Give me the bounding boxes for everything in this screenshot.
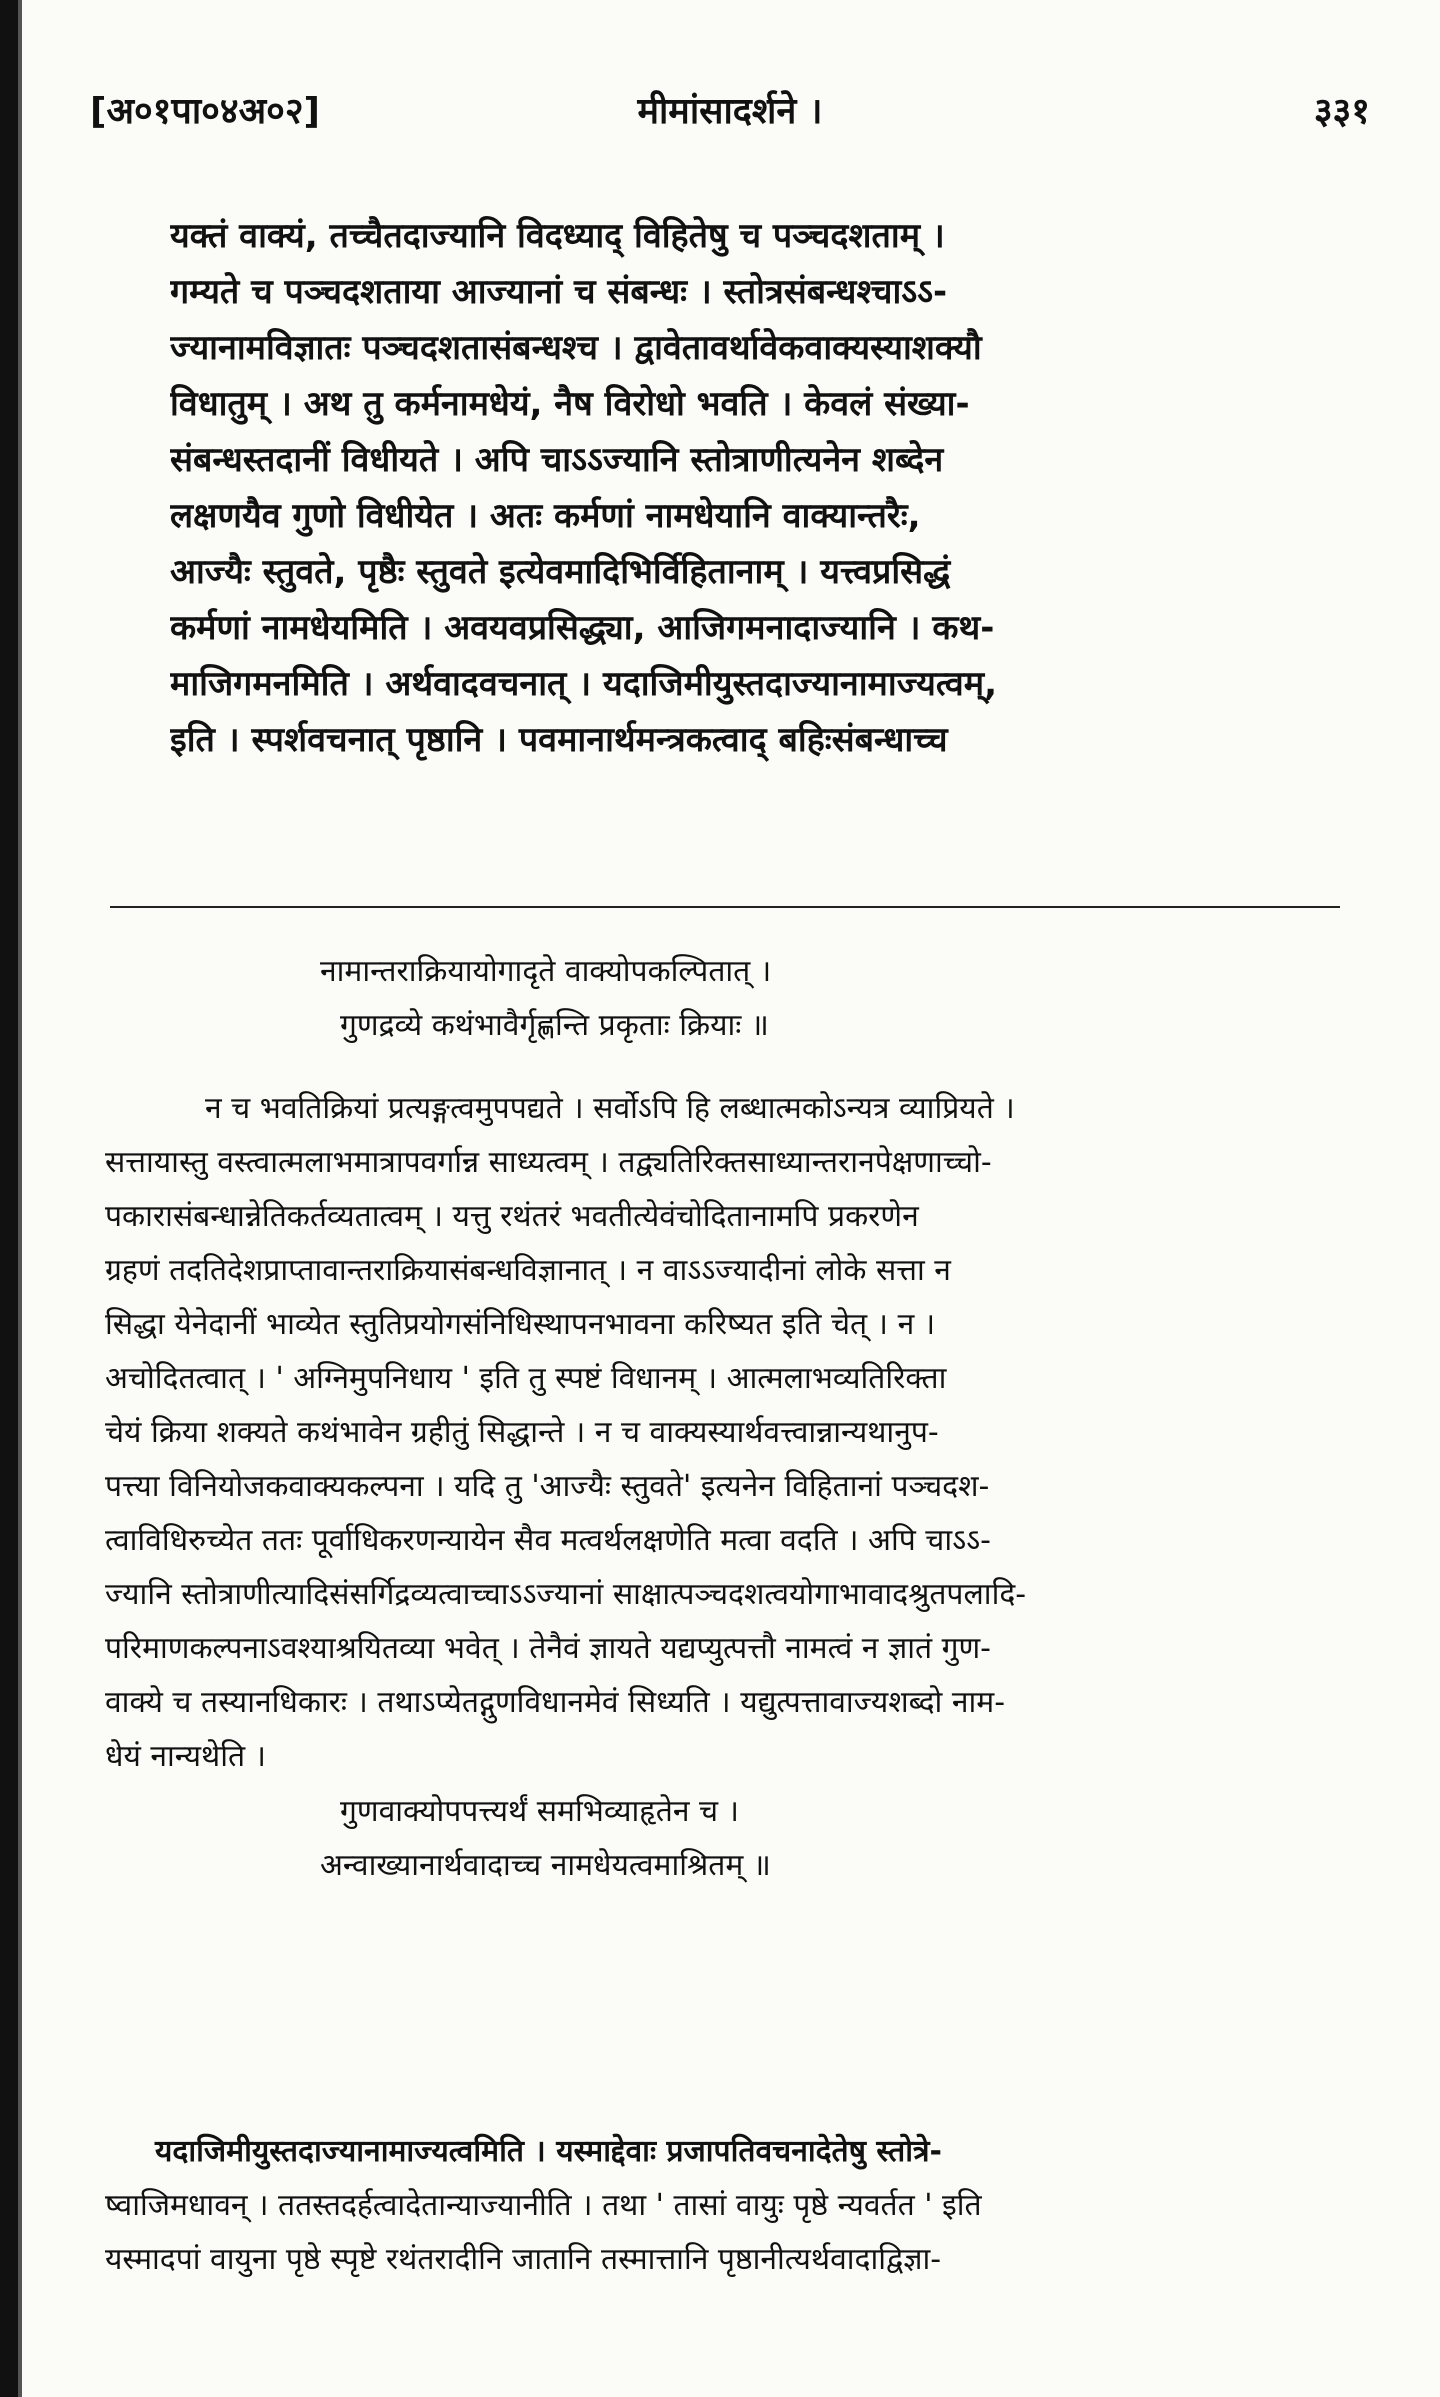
main-text-line: गम्यते च पञ्चदशताया आज्यानां च संबन्धः । स्तोत्रसंबन्धश्चाऽऽ-	[170, 272, 948, 312]
main-text	[170, 208, 1320, 768]
main-text-line: कर्मणां नामधेयमिति । अवयवप्रसिद्ध्या, आजिगमनादाज्यानि । कथ-	[170, 608, 995, 648]
page-title: मीमांसादर्शने ।	[637, 91, 823, 132]
main-text-line: विधातुम् । अथ तु कर्मनामधेयं, नैष विरोधो भवति । केवलं संख्या-	[170, 384, 970, 424]
section-reference: [अ०१पा०४अ०२]	[90, 91, 321, 132]
commentary-line: चेयं क्रिया शक्यते कथंभावेन ग्रहीतुं सिद्धान्ते । न च वाक्यस्यार्थवत्त्वान्नान्यथानुप-	[105, 1415, 939, 1450]
verse-line: गुणवाक्योपपत्त्यर्थं समभिव्याहृतेन च ।	[340, 1794, 740, 1829]
commentary-text	[105, 1082, 1375, 1784]
main-text-line: लक्षणयैव गुणो विधीयेत । अतः कर्मणां नामधेयानि वाक्यान्तरैः,	[170, 496, 921, 536]
commentary-line: त्वाविधिरुच्येत ततः पूर्वाधिकरणन्यायेन सैव मत्वर्थलक्षणेति मत्वा वदति । अपि चाऽऽ-	[105, 1523, 991, 1558]
verse-2	[320, 1785, 1220, 1893]
main-text-line: संबन्धस्तदानीं विधीयते । अपि चाऽऽज्यानि स्तोत्राणीत्यनेन शब्देन	[170, 440, 944, 480]
final-text-line: यदाजिमीयुस्तदाज्यानामाज्यत्वमिति । यस्माद्देवाः प्रजापतिवचनादेतेषु स्तोत्रे-	[155, 2134, 942, 2169]
commentary-line: धेयं नान्यथेति ।	[105, 1739, 267, 1774]
main-text-line: यक्तं वाक्यं, तच्चैतदाज्यानि विदध्याद् विहितेषु च पञ्चदशताम् ।	[170, 216, 945, 256]
commentary-line: पकारासंबन्धान्नेतिकर्तव्यतात्वम् । यत्तु रथंतरं भवतीत्येवंचोदितानामपि प्रकरणेन	[105, 1199, 919, 1234]
commentary-line: न च भवतिक्रियां प्रत्यङ्गत्वमुपपद्यते । सर्वोऽपि हि लब्धात्मकोऽन्यत्र व्याप्रियते ।	[205, 1091, 1015, 1126]
section-divider	[110, 906, 1340, 908]
final-text-line: ष्वाजिमधावन् । ततस्तदर्हत्वादेतान्याज्यानीति । तथा ' तासां वायुः पृष्ठे न्यवर्तत ' इति	[105, 2188, 982, 2223]
main-text-line: माजिगमनमिति । अर्थवादवचनात् । यदाजिमीयुस्तदाज्यानामाज्यत्वम्,	[170, 664, 998, 704]
main-text-line: इति । स्पर्शवचनात् पृष्ठानि । पवमानार्थमन्त्रकत्वाद् बहिःसंबन्धाच्च	[170, 720, 948, 760]
commentary-line: अचोदितत्वात् । ' अग्निमुपनिधाय ' इति तु स्पष्टं विधानम् । आत्मलाभव्यतिरिक्ता	[105, 1361, 947, 1396]
page-number: ३३१	[1313, 91, 1370, 132]
commentary-line: ग्रहणं तदतिदेशप्राप्तावान्तराक्रियासंबन्धविज्ञानात् । न वाऽऽज्यादीनां लोके सत्ता न	[105, 1253, 951, 1288]
page-header	[90, 85, 1370, 145]
final-text-line: यस्मादपां वायुना पृष्ठे स्पृष्टे रथंतरादीनि जातानि तस्मात्तानि पृष्ठानीत्यर्थवादाद्विज्ञा-	[105, 2242, 942, 2277]
main-text-line: ज्यानामविज्ञातः पञ्चदशतासंबन्धश्च । द्वावेतावर्थावेकवाक्यस्याशक्यौ	[170, 328, 982, 368]
book-spine-edge	[18, 0, 22, 2397]
verse-line: नामान्तराक्रियायोगादृते वाक्योपकल्पितात् ।	[320, 954, 772, 989]
commentary-line: पत्त्या विनियोजकवाक्यकल्पना । यदि तु 'आज्यैः स्तुवते' इत्यनेन विहितानां पञ्चदश-	[105, 1469, 990, 1504]
final-text	[105, 2125, 1375, 2287]
commentary-line: सत्तायास्तु वस्त्वात्मलाभमात्रापवर्गान्न साध्यत्वम् । तद्व्यतिरिक्तसाध्यान्तरानपेक्षणाच्चो-	[105, 1145, 992, 1180]
commentary-line: वाक्ये च तस्यानधिकारः । तथाऽप्येतद्गुणविधानमेवं सिध्यति । यद्युत्पत्तावाज्यशब्दो नाम-	[105, 1685, 1006, 1720]
book-spine-shadow	[0, 0, 18, 2397]
verse-1	[320, 945, 1220, 1053]
verse-line: अन्वाख्यानार्थवादाच्च नामधेयत्वमाश्रितम् ॥	[320, 1848, 771, 1883]
commentary-line: ज्यानि स्तोत्राणीत्यादिसंसर्गिद्रव्यत्वाच्चाऽऽज्यानां साक्षात्पञ्चदशत्वयोगाभावादश्रुतपलादि-	[105, 1577, 1027, 1612]
verse-line: गुणद्रव्ये कथंभावैर्गृह्णन्ति प्रकृताः क्रियाः ॥	[340, 1008, 769, 1043]
main-text-line: आज्यैः स्तुवते, पृष्ठैः स्तुवते इत्येवमादिभिर्विहितानाम् । यत्त्वप्रसिद्धं	[170, 552, 951, 592]
commentary-line: सिद्धा येनेदानीं भाव्येत स्तुतिप्रयोगसंनिधिस्थापनभावना करिष्यत इति चेत् । न ।	[105, 1307, 936, 1342]
commentary-line: परिमाणकल्पनाऽवश्याश्रयितव्या भवेत् । तेनैवं ज्ञायते यद्यप्युत्पत्तौ नामत्वं न ज्ञातं गुण-	[105, 1631, 992, 1666]
